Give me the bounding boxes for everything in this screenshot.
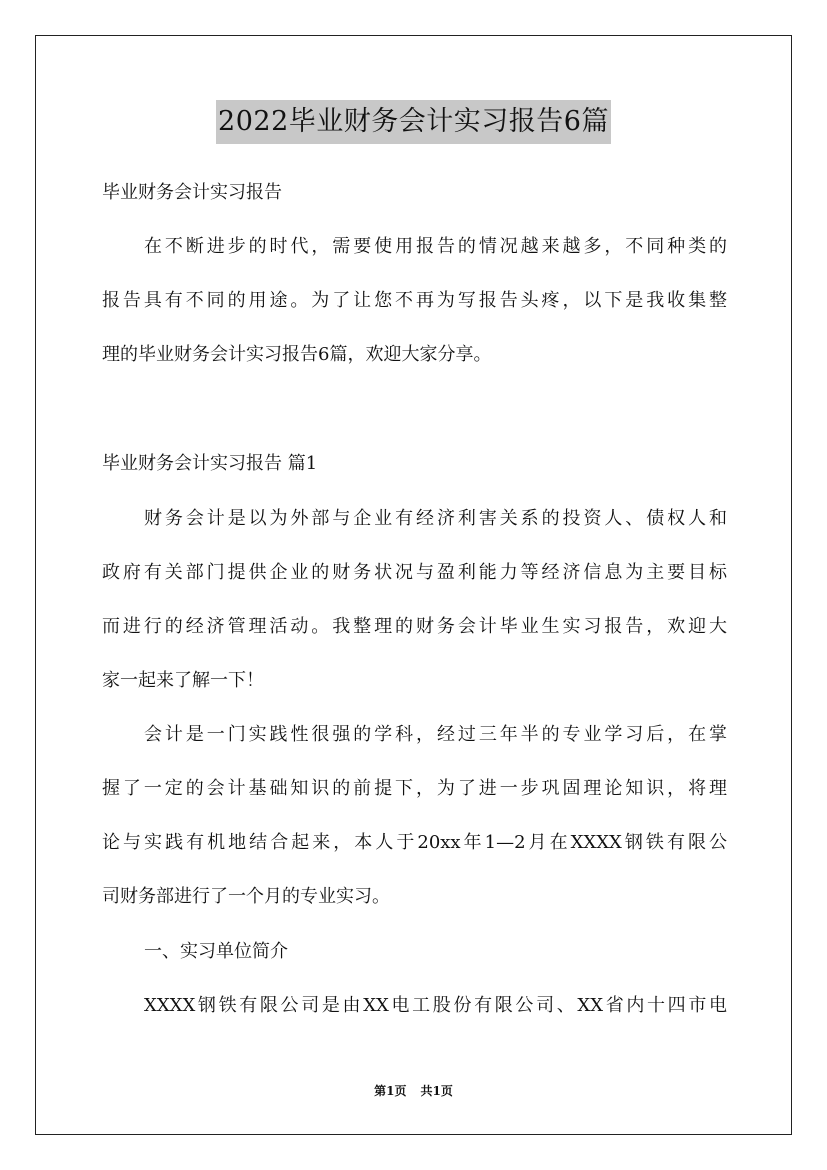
para1-line-1: 财务会计是以为外部与企业有经济利害关系的投资人、债权人和 (144, 508, 727, 529)
para2-line-4: 司财务部进行了一个月的专业实习。 (102, 886, 390, 907)
para3-line-1: XXXX钢铁有限公司是由XX电工股份有限公司、XX省内十四市电 (144, 995, 727, 1016)
intro-line-2: 报告具有不同的用途。为了让您不再为写报告头疼，以下是我收集整 (102, 290, 727, 311)
para2-line-2: 握了一定的会计基础知识的前提下，为了进一步巩固理论知识，将理 (102, 778, 727, 799)
para1-line-4: 家一起来了解一下！ (102, 670, 264, 691)
page-footer (0, 1082, 827, 1100)
page-number: 第1页 (374, 1084, 407, 1098)
title-container (0, 100, 827, 144)
section-subheading: 一、实习单位简介 (144, 941, 288, 962)
intro-line-3: 理的毕业财务会计实习报告6篇，欢迎大家分享。 (102, 344, 492, 365)
para2-line-3: 论与实践有机地结合起来，本人于20xx年1—2月在XXXX钢铁有限公 (102, 832, 727, 853)
document-subtitle: 毕业财务会计实习报告 (102, 182, 282, 203)
para1-line-2: 政府有关部门提供企业的财务状况与盈利能力等经济信息为主要目标 (102, 562, 727, 583)
section-heading: 毕业财务会计实习报告 篇1 (102, 453, 318, 474)
page-total: 共1页 (420, 1084, 453, 1098)
intro-line-1: 在不断进步的时代，需要使用报告的情况越来越多，不同种类的 (144, 236, 727, 257)
para2-line-1: 会计是一门实践性很强的学科，经过三年半的专业学习后，在掌 (144, 724, 727, 745)
para1-line-3: 而进行的经济管理活动。我整理的财务会计毕业生实习报告，欢迎大 (102, 616, 727, 637)
document-title: 2022毕业财务会计实习报告6篇 (216, 100, 611, 144)
